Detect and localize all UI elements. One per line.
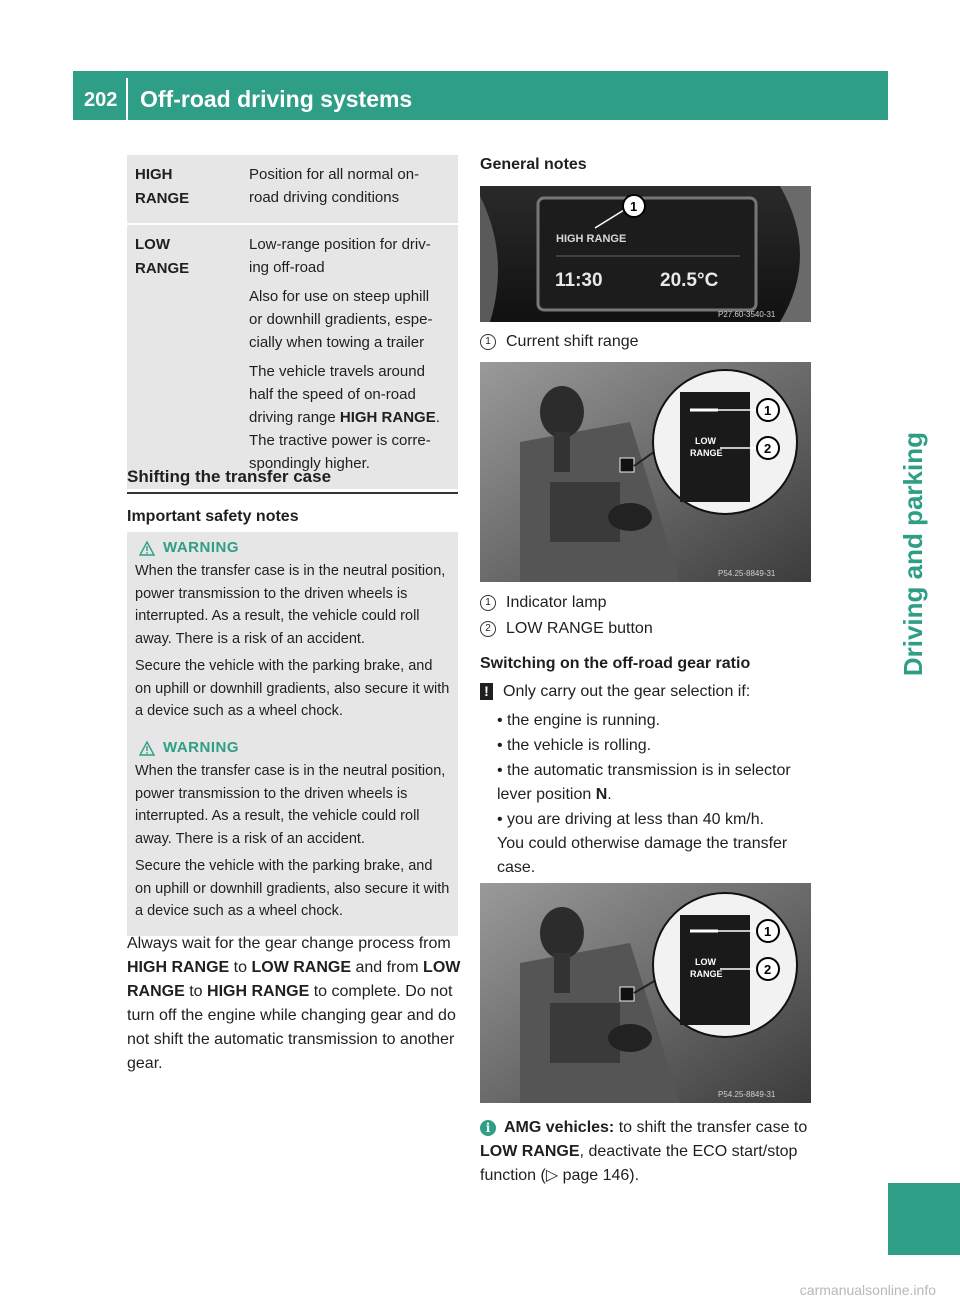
page-reference-arrow-icon: ▷ — [545, 1167, 559, 1184]
console-button-image — [480, 362, 811, 582]
warning-triangle-icon — [139, 541, 155, 556]
warning-triangle-icon — [139, 741, 155, 756]
callout-legend-item: 2 LOW RANGE button — [480, 617, 653, 641]
exclamation-icon: ! — [480, 683, 493, 700]
general-notes-title: General notes — [480, 156, 587, 173]
notice-intro: ! Only carry out the gear selection if: — [480, 680, 750, 704]
notice-outro: You could otherwise damage the transfer case. — [497, 835, 788, 876]
range-key: HIGH RANGE — [135, 166, 190, 207]
gear-change-paragraph: Always wait for the gear change process from HIGH RANGE to LOW RANGE and from LOW RANGE to HIGH RANGE to complete. Do not turn off the engine while changing gear and do not shift the automatic transmission to another gear. — [127, 935, 461, 1072]
callout-legend-item: 1 Current shift range — [480, 330, 639, 354]
info-note: i AMG vehicles: to shift the transfer case to LOW RANGE, deactivate the ECO start/stop function (▷ page 146). — [480, 1119, 808, 1184]
warning-text: When the transfer case is in the neutral position, power transmission to the driven wheels is interrupted. As a result, the vehicle could roll away. There is a risk of an accident. — [135, 763, 446, 847]
chapter-tab-label: Driving and parking — [898, 432, 928, 677]
callout-legend-item: 1 Indicator lamp — [480, 591, 607, 615]
warning-text: Secure the vehicle with the parking brake, and on uphill or downhill gradients, also secure it with a device such as a wheel chock. — [135, 658, 450, 719]
svg-text:P27.60-3540-31: P27.60-3540-31 — [718, 310, 776, 319]
svg-text:11:30: 11:30 — [555, 270, 603, 291]
svg-text:1: 1 — [764, 924, 772, 939]
svg-text:1: 1 — [764, 403, 772, 418]
table-row — [127, 223, 458, 489]
warning-text: When the transfer case is in the neutral position, power transmission to the driven wheels is interrupted. As a result, the vehicle could roll away. There is a risk of an accident. — [135, 563, 446, 647]
warning-box — [127, 732, 458, 936]
svg-text:2: 2 — [764, 962, 772, 977]
section-title: Shifting the transfer case — [127, 467, 458, 494]
warning-label: WARNING — [163, 539, 239, 556]
page-title: Off-road driving systems — [140, 86, 413, 112]
svg-text:20.5°C: 20.5°C — [660, 270, 719, 291]
range-table — [127, 155, 458, 489]
svg-text:P54.25-8849-31: P54.25-8849-31 — [718, 1090, 776, 1099]
warning-label: WARNING — [163, 739, 239, 756]
svg-text:1: 1 — [630, 199, 638, 214]
range-description: Position for all normal on- road driving conditions — [249, 166, 420, 206]
page-number: 202 — [84, 89, 118, 111]
svg-text:HIGH RANGE: HIGH RANGE — [556, 233, 627, 245]
switching-title: Switching on the off-road gear ratio — [480, 655, 751, 672]
svg-text:LOW: LOW — [695, 436, 716, 446]
chapter-tab-marker — [888, 1183, 960, 1255]
range-description: Low-range position for driv- ing off-road Also for use on steep uphill or downhill gradients, espe- cially when towing a trailer The vehicle travels around half the speed of on-road driving range HIGH RANGE. The tractive power is corre- spondingly higher. — [249, 236, 440, 472]
console-button-image — [480, 883, 811, 1103]
list-item: • the engine is running. — [497, 712, 661, 729]
svg-text:P54.25-8849-31: P54.25-8849-31 — [718, 569, 776, 578]
svg-text:2: 2 — [764, 441, 772, 456]
table-row — [127, 155, 458, 223]
warning-text: Secure the vehicle with the parking brake, and on uphill or downhill gradients, also secure it with a device such as a wheel chock. — [135, 858, 450, 919]
info-icon: i — [480, 1120, 496, 1136]
watermark: carmanualsonline.info — [799, 1282, 936, 1298]
svg-text:RANGE: RANGE — [690, 969, 723, 979]
instrument-cluster-image — [480, 186, 811, 322]
warning-box — [127, 532, 458, 736]
header-divider — [126, 78, 128, 120]
list-item: • you are driving at less than 40 km/h. — [497, 811, 765, 828]
svg-text:LOW: LOW — [695, 957, 716, 967]
list-item: • the automatic transmission is in selector lever position N. — [497, 762, 791, 803]
range-key: LOW RANGE — [135, 236, 190, 277]
subsection-title: Important safety notes — [127, 508, 299, 525]
list-item: • the vehicle is rolling. — [497, 737, 652, 754]
svg-text:RANGE: RANGE — [690, 448, 723, 458]
